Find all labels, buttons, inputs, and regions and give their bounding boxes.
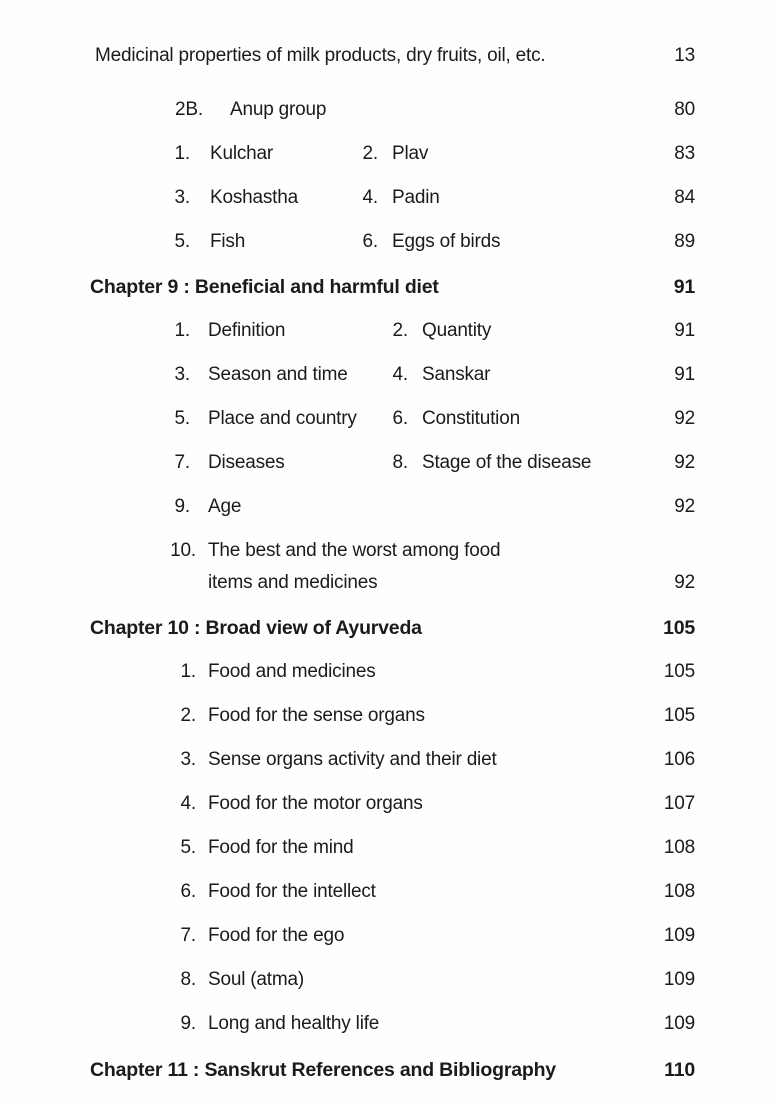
toc-entry-row	[0, 494, 780, 520]
entry-page-number: 108	[663, 881, 695, 902]
entry-label: Stage of the disease	[422, 452, 592, 473]
entry-label: Padin	[392, 187, 440, 208]
toc-entry-row	[0, 879, 780, 905]
entry-page-number: 92	[674, 496, 695, 517]
entry-label: Soul (atma)	[208, 969, 305, 990]
entry-number: 9.	[180, 1013, 196, 1034]
toc-chapter-10-heading	[0, 615, 780, 641]
entry-number: 5.	[174, 231, 190, 252]
entry-number: 7.	[180, 925, 196, 946]
entry-page-number: 107	[663, 793, 695, 814]
chapter-title: Chapter 11 : Sanskrut References and Bibliography	[90, 1059, 556, 1081]
entry-label: Place and country	[208, 408, 357, 429]
entry-page-number: 109	[663, 1013, 695, 1034]
entry-number: 3.	[174, 364, 190, 385]
toc-entry-row	[0, 747, 780, 773]
entry-label: Koshastha	[210, 187, 298, 208]
entry-number: 3.	[180, 749, 196, 770]
entry-label: Quantity	[422, 320, 492, 341]
toc-entry-row	[0, 967, 780, 993]
toc-entry-row	[0, 229, 780, 255]
entry-number: 5.	[174, 408, 190, 429]
entry-label: Medicinal properties of milk products, dry fruits, oil, etc.	[95, 45, 546, 66]
entry-label: The best and the worst among food	[208, 540, 501, 561]
entry-label: Sanskar	[422, 364, 491, 385]
entry-label: Constitution	[422, 408, 520, 429]
entry-label: items and medicines	[208, 572, 378, 593]
toc-entry-row	[0, 791, 780, 817]
entry-number: 5.	[180, 837, 196, 858]
entry-label: Plav	[392, 143, 429, 164]
toc-entry-row	[0, 659, 780, 685]
entry-label: Sense organs activity and their diet	[208, 749, 497, 770]
toc-entry-row	[0, 406, 780, 432]
chapter-page-number: 105	[663, 617, 695, 639]
entry-number: 6.	[392, 408, 408, 429]
entry-label: Food for the sense organs	[208, 705, 425, 726]
entry-page-number: 92	[674, 452, 695, 473]
entry-label: Eggs of birds	[392, 231, 501, 252]
entry-label: Food and medicines	[208, 661, 376, 682]
toc-entry-anup-group	[0, 97, 780, 123]
entry-number: 4.	[362, 187, 378, 208]
entry-page-number: 106	[663, 749, 695, 770]
entry-number: 2.	[180, 705, 196, 726]
toc-entry-row	[0, 835, 780, 861]
toc-entry-row	[0, 1011, 780, 1037]
entry-number: 2B.	[175, 99, 203, 120]
toc-entry-row	[0, 570, 780, 596]
toc-entry-row	[0, 362, 780, 388]
entry-page-number: 105	[663, 661, 695, 682]
toc-entry-row	[0, 185, 780, 211]
entry-page-number: 89	[674, 231, 695, 252]
entry-label: Season and time	[208, 364, 348, 385]
entry-label: Food for the ego	[208, 925, 345, 946]
toc-entry-continued	[0, 43, 780, 69]
entry-number: 4.	[392, 364, 408, 385]
entry-page-number: 13	[674, 45, 695, 66]
entry-page-number: 109	[663, 925, 695, 946]
chapter-page-number: 91	[673, 276, 695, 298]
entry-page-number: 91	[674, 364, 695, 385]
entry-number: 7.	[174, 452, 190, 473]
entry-page-number: 84	[674, 187, 695, 208]
entry-page-number: 91	[674, 320, 695, 341]
entry-number: 1.	[180, 661, 196, 682]
entry-page-number: 80	[674, 99, 695, 120]
entry-page-number: 92	[674, 572, 695, 593]
entry-page-number: 108	[663, 837, 695, 858]
entry-page-number: 92	[674, 408, 695, 429]
entry-page-number: 83	[674, 143, 695, 164]
toc-chapter-9-heading	[0, 274, 780, 300]
entry-label: Anup group	[230, 99, 327, 120]
entry-number: 4.	[180, 793, 196, 814]
entry-label: Long and healthy life	[208, 1013, 380, 1034]
toc-entry-row	[0, 538, 780, 564]
entry-label: Food for the intellect	[208, 881, 376, 902]
chapter-title: Chapter 9 : Beneficial and harmful diet	[90, 276, 439, 298]
entry-number: 1.	[174, 143, 190, 164]
entry-number: 2.	[392, 320, 408, 341]
entry-label: Definition	[208, 320, 286, 341]
chapter-page-number: 110	[664, 1059, 695, 1081]
entry-label: Food for the motor organs	[208, 793, 423, 814]
entry-number: 3.	[174, 187, 190, 208]
toc-entry-row	[0, 450, 780, 476]
toc-chapter-11-heading	[0, 1057, 780, 1083]
entry-number: 8.	[180, 969, 196, 990]
entry-number: 6.	[180, 881, 196, 902]
entry-number: 2.	[362, 143, 378, 164]
entry-label: Diseases	[208, 452, 285, 473]
entry-page-number: 105	[663, 705, 695, 726]
entry-number: 8.	[392, 452, 408, 473]
toc-entry-row	[0, 141, 780, 167]
entry-number: 9.	[174, 496, 190, 517]
toc-entry-row	[0, 703, 780, 729]
entry-label: Food for the mind	[208, 837, 354, 858]
entry-number: 6.	[362, 231, 378, 252]
entry-number: 1.	[174, 320, 190, 341]
toc-entry-row	[0, 318, 780, 344]
entry-label: Fish	[210, 231, 246, 252]
toc-entry-row	[0, 923, 780, 949]
chapter-title: Chapter 10 : Broad view of Ayurveda	[90, 617, 422, 639]
entry-label: Age	[208, 496, 242, 517]
entry-label: Kulchar	[210, 143, 274, 164]
entry-number: 10.	[170, 540, 196, 561]
entry-page-number: 109	[663, 969, 695, 990]
